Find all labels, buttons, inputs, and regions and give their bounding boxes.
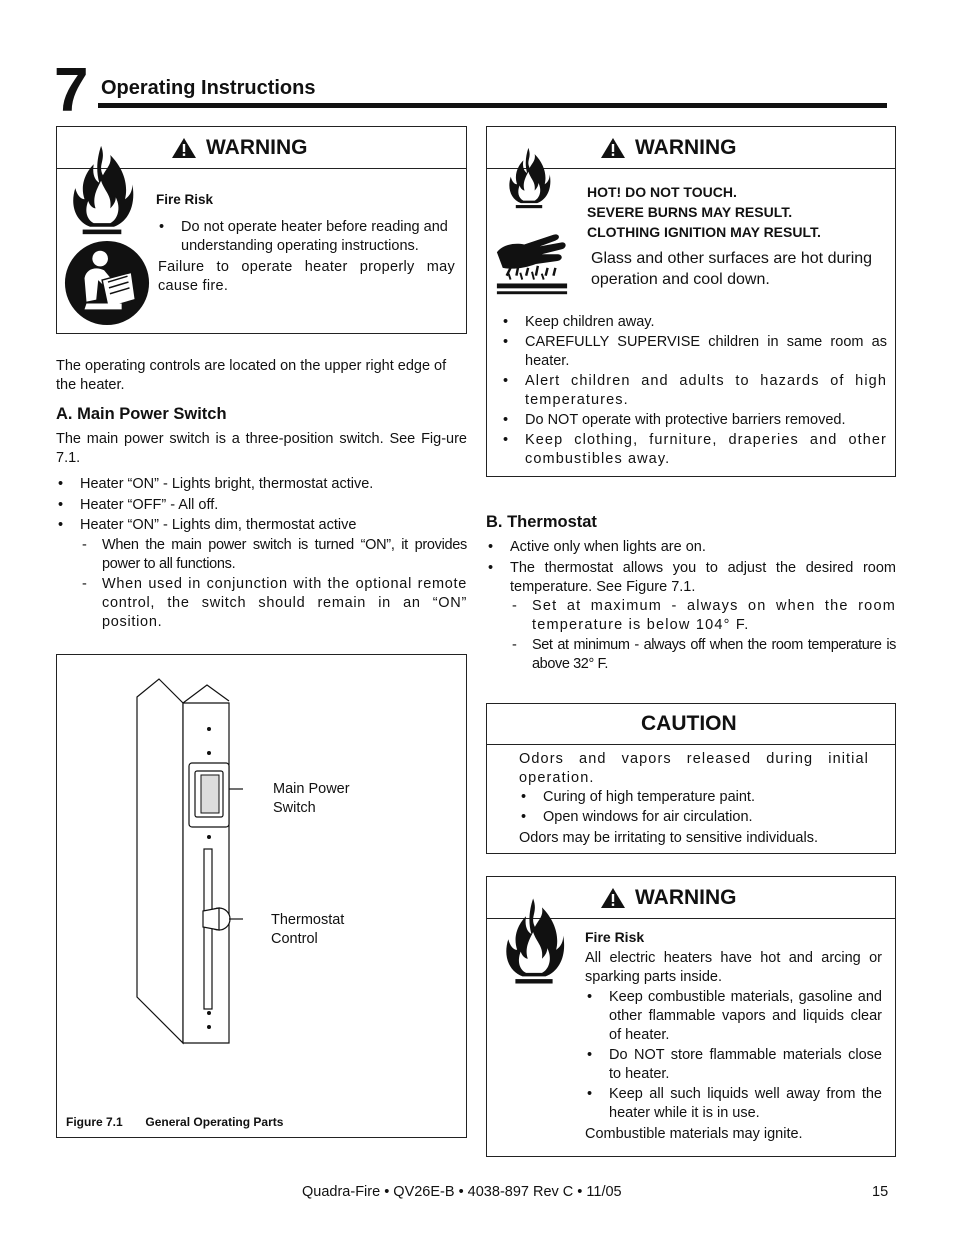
list-item: • Heater “OFF” - All off. xyxy=(56,496,467,515)
figure-label-thermostat-control xyxy=(271,911,344,949)
chapter-title: Operating Instructions xyxy=(101,77,316,99)
caution-text: Odors and vapors released during initial operation. xyxy=(519,751,869,786)
section-b-heading: B. Thermostat xyxy=(486,513,597,531)
warning-list xyxy=(501,313,887,469)
footer-doc-info: Quadra-Fire • QV26E-B • 4038-897 Rev C • 11/05 xyxy=(302,1184,622,1200)
section-a-sublist xyxy=(78,536,467,632)
chapter-number: 7 xyxy=(54,56,87,125)
figure-label-line: Main Power xyxy=(273,781,350,797)
warning-text: Glass and other surfaces are hot during operation and cool down. xyxy=(591,250,873,288)
figure-label-line: Thermostat xyxy=(271,912,345,928)
list-item: • Do NOT store flammable materials close to heater. xyxy=(585,1046,882,1084)
list-item: • Curing of high temperature paint. xyxy=(519,788,869,807)
hot-alert xyxy=(587,182,821,242)
list-item: - Set at minimum - always off when the room temperature is above 32° F. xyxy=(508,636,896,674)
flame-icon xyxy=(503,894,565,988)
list-item: • Keep all such liquids well away from the heater while it is in use. xyxy=(585,1085,882,1123)
warning-footer: Combustible materials may ignite. xyxy=(585,1126,803,1142)
flame-icon xyxy=(69,144,135,236)
chapter-rule xyxy=(98,103,887,108)
list-item: • Do NOT operate with protective barriers removed. xyxy=(501,411,887,430)
intro-text: The operating controls are located on the upper right edge of the heater. xyxy=(56,358,447,393)
warning-box-electrical-fire xyxy=(486,876,896,1157)
hot-surface-hand-icon xyxy=(493,227,571,299)
warning-triangle-icon xyxy=(171,137,197,159)
caution-footer: Odors may be irritating to sensitive individuals. xyxy=(519,830,818,846)
warning-subheading: Fire Risk xyxy=(585,929,645,945)
list-item: • Keep combustible materials, gasoline and other flammable vapors and liquids clear of heater. xyxy=(585,988,882,1045)
figure-caption-text: General Operating Parts xyxy=(145,1115,284,1129)
warning-text: Failure to operate heater properly may cause fire. xyxy=(158,259,455,294)
warning-heading: WARNING xyxy=(635,885,737,909)
section-b-sublist xyxy=(508,597,896,674)
hot-alert-line: CLOTHING IGNITION MAY RESULT. xyxy=(587,224,821,240)
section-b-list xyxy=(486,538,896,597)
caution-header xyxy=(487,704,895,745)
caution-heading: CAUTION xyxy=(641,712,737,735)
section-a-text: The main power switch is a three-position switch. See Fig-ure 7.1. xyxy=(56,431,467,466)
warning-box-hot-surface xyxy=(486,126,896,477)
warning-heading: WARNING xyxy=(635,135,737,159)
warning-triangle-icon xyxy=(600,887,626,909)
read-manual-icon xyxy=(63,239,151,327)
warning-box-fire-risk xyxy=(56,126,467,334)
list-item: • Open windows for air circulation. xyxy=(519,808,869,827)
list-item: • Active only when lights are on. xyxy=(486,538,896,557)
list-item: • Alert children and adults to hazards of high temperatures. xyxy=(501,372,887,410)
warning-subheading: Fire Risk xyxy=(156,192,214,207)
warning-triangle-icon xyxy=(600,137,626,159)
figure-label-line: Control xyxy=(271,931,318,947)
warning-list xyxy=(585,988,882,1123)
list-item: - Set at maximum - always on when the room temperature is below 104° F. xyxy=(508,597,896,635)
list-item: • Heater “ON” - Lights bright, thermostat active. xyxy=(56,475,467,494)
list-item: • CAREFULLY SUPERVISE children in same room as heater. xyxy=(501,333,887,371)
section-a-list xyxy=(56,475,467,535)
list-item: - When used in conjunction with the optional remote control, the switch should remain in an “ON” position. xyxy=(78,575,467,632)
page-number: 15 xyxy=(872,1184,889,1200)
figure-label-main-power-switch xyxy=(273,780,350,818)
figure-caption-number: Figure 7.1 xyxy=(66,1115,123,1129)
list-item: • Keep children away. xyxy=(501,313,887,332)
section-a-heading: A. Main Power Switch xyxy=(56,405,227,423)
list-item: • Heater “ON” - Lights dim, thermostat active xyxy=(56,516,467,535)
caution-box xyxy=(486,703,896,854)
list-item: • Do not operate heater before reading and understanding operating instructions. xyxy=(157,218,457,256)
hot-alert-line: SEVERE BURNS MAY RESULT. xyxy=(587,204,793,220)
figure-caption xyxy=(66,1115,283,1129)
figure-label-line: Switch xyxy=(273,800,316,816)
warning-heading: WARNING xyxy=(206,135,308,159)
flame-icon xyxy=(507,139,551,217)
heater-edge-illustration xyxy=(131,677,251,1057)
list-item: • The thermostat allows you to adjust the desired room temperature. See Figure 7.1. xyxy=(486,559,896,597)
hot-alert-line: HOT! DO NOT TOUCH. xyxy=(587,184,737,200)
list-item: - When the main power switch is turned “ON”, it provides power to all functions. xyxy=(78,536,467,574)
warning-text: All electric heaters have hot and arcing or sparking parts inside. xyxy=(585,950,882,985)
caution-list xyxy=(519,788,869,827)
list-item: • Keep clothing, furniture, draperies and other combustibles away. xyxy=(501,431,887,469)
figure-box xyxy=(56,654,467,1138)
warning-list xyxy=(157,218,457,256)
